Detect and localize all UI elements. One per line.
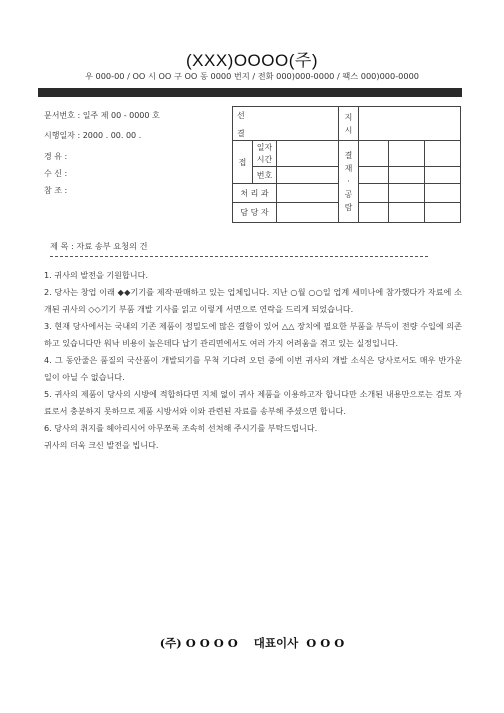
letter-body bbox=[44, 267, 462, 454]
si-label: 시 bbox=[344, 126, 353, 135]
gyeol-label: 결 bbox=[237, 129, 245, 138]
subject-line bbox=[50, 241, 148, 252]
recipient-row bbox=[44, 168, 67, 179]
jisi-cell bbox=[339, 107, 359, 141]
subject-divider bbox=[50, 256, 428, 257]
company-title: (XXX)OOOO(주) bbox=[186, 51, 318, 70]
seon-gyeol-cell bbox=[233, 107, 339, 141]
sign-cell-4-1 bbox=[359, 203, 389, 223]
jisi-content-cell bbox=[359, 107, 461, 141]
gyeoljae-gongram-cell bbox=[339, 141, 359, 223]
closing-line: 귀사의 더욱 크신 발전을 빕니다. bbox=[44, 440, 159, 450]
sign-cell-3-3 bbox=[425, 184, 461, 203]
sign-cell-4-3 bbox=[425, 203, 461, 223]
sign-cell-1-1 bbox=[359, 141, 389, 167]
paragraph-2: 2. 당사는 창업 이래 ◆◆기기를 제작·판매하고 있는 업체입니다. 지난 ○월 ○○일 업계 세미나에 참가했다가 자료에 소개된 귀사의 ◇◇기기 부품 개발 기사를 읽고 이렇게 서면으로 연락을 드리게 되었습니다. bbox=[44, 287, 462, 314]
paragraph-1: 1. 귀사의 발전을 기원합니다. bbox=[44, 270, 149, 280]
sign-cell-3-2 bbox=[389, 184, 425, 203]
date-row bbox=[44, 130, 141, 141]
jeop-label: 접 bbox=[238, 157, 247, 167]
paragraph-6: 6. 당사의 취지를 헤아리시어 아무쪼록 조속히 선처해 주시기를 부탁드립니다. bbox=[44, 423, 318, 433]
date-label-cell: 일자 bbox=[256, 142, 273, 152]
damdang-value-cell bbox=[277, 203, 339, 223]
via-row bbox=[44, 151, 67, 162]
reference-label: 참 조 : bbox=[44, 186, 68, 195]
sign-cell-1-2 bbox=[389, 141, 425, 167]
recipient-label: 수 신 : bbox=[44, 169, 68, 178]
doc-number-label: 문서번호 : bbox=[44, 111, 81, 120]
signature-line: (주) O O O O 대표이사 O O O bbox=[159, 636, 345, 650]
jeop-cell bbox=[233, 141, 253, 184]
sign-cell-2-1 bbox=[359, 167, 389, 184]
doc-number-value: 일주 제 00 - 0000 호 bbox=[82, 111, 160, 120]
header-divider-bar bbox=[38, 88, 462, 97]
cheori-value-cell bbox=[277, 184, 339, 203]
doc-number-row bbox=[44, 110, 160, 121]
ram-label: 람 bbox=[344, 203, 353, 212]
damdang-label-cell: 담 당 자 bbox=[233, 203, 277, 223]
sign-cell-4-2 bbox=[389, 203, 425, 223]
sign-cell-3-1 bbox=[359, 184, 389, 203]
sign-cell-2-2 bbox=[389, 167, 425, 184]
seon-label: 선 bbox=[237, 111, 245, 120]
subject-label: 제 목 : bbox=[50, 241, 74, 251]
subject-text: 자료 송부 요청의 건 bbox=[76, 241, 148, 251]
gong-label: 공 bbox=[344, 190, 353, 199]
date-time-value-cell bbox=[277, 141, 339, 167]
jae-label: 재 bbox=[344, 164, 353, 173]
company-address: 우 000-00 / OO 시 OO 구 OO 동 0000 번지 / 전화 000)000-0000 / 팩스 000)000-0000 bbox=[85, 71, 419, 81]
paragraph-4: 4. 그 동안줄은 품질의 국산품이 개발되기를 무척 기다려 오던 중에 이번 귀사의 개발 소식은 당사로서도 매우 반가운 일이 아닐 수 없습니다. bbox=[44, 355, 462, 382]
approval-table bbox=[232, 106, 461, 223]
number-label-cell: 번호 bbox=[253, 167, 277, 184]
date-value: 2000 . 00. 00 . bbox=[82, 131, 142, 140]
reference-row bbox=[44, 185, 67, 196]
sign-cell-2-3 bbox=[425, 167, 461, 184]
date-label: 시행일자 : bbox=[44, 131, 81, 140]
cheori-label-cell: 처 리 과 bbox=[233, 184, 277, 203]
dot-label: · bbox=[347, 177, 350, 186]
date-time-label-cell bbox=[253, 141, 277, 167]
ji-label: 지 bbox=[344, 113, 353, 122]
gyeol2-label: 결 bbox=[344, 151, 353, 160]
paragraph-5: 5. 귀사의 제품이 당사의 시방에 적합하다면 지체 없이 귀사 제품을 이용하고자 합니다만 소개된 내용만으로는 검토 자료로서 충분하지 못하므로 제품 시방서와 이와 관련된 자료를 송부해 주셨으면 합니다. bbox=[44, 389, 462, 416]
via-label: 경 유 : bbox=[44, 152, 68, 161]
number-value-cell bbox=[277, 167, 339, 184]
time-label-cell: 시간 bbox=[256, 154, 273, 164]
sign-cell-1-3 bbox=[425, 141, 461, 167]
paragraph-3: 3. 현재 당사에서는 국내의 기존 제품이 정밀도에 많은 결함이 있어 △△ 장치에 필요한 부품을 부득이 전량 수입에 의존하고 있습니다만 워낙 비용이 높은데다 납기 관리면에서도 여러 가지 어려움을 겪고 있는 실정입니다. bbox=[44, 321, 462, 348]
